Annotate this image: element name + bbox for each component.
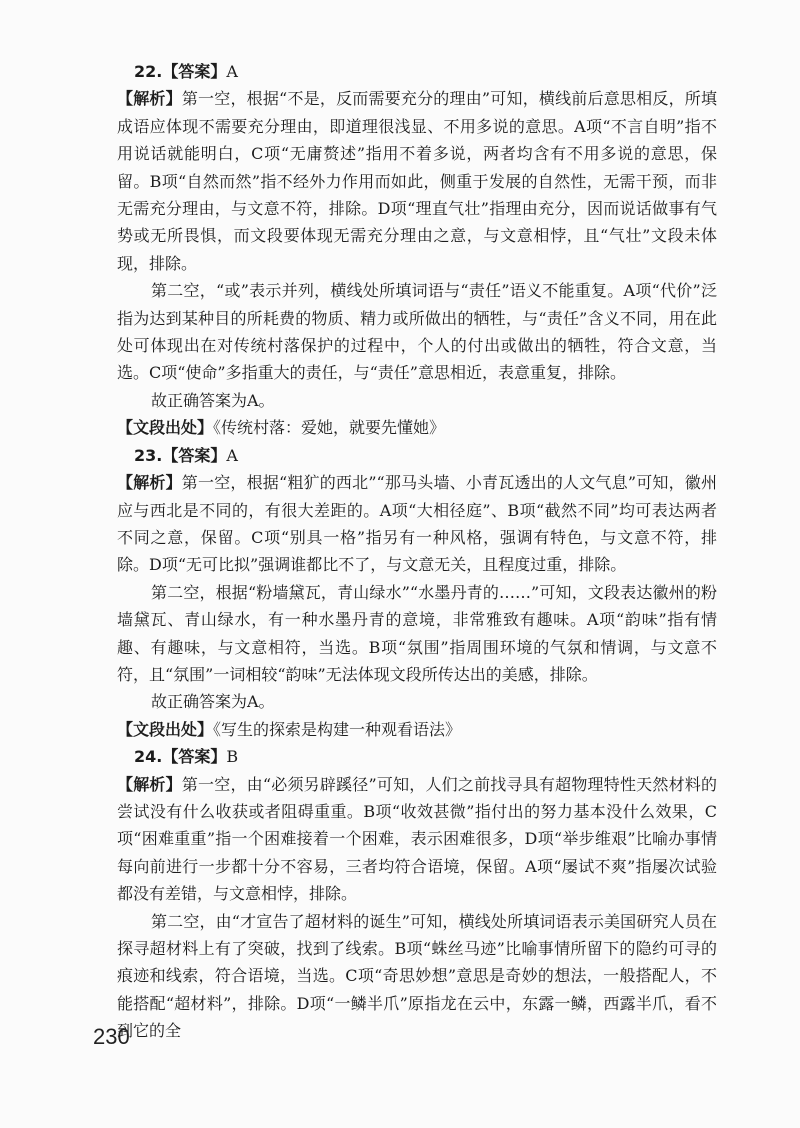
conclusion-line: 故正确答案为A。 <box>151 390 275 410</box>
analysis-paragraph <box>117 771 717 908</box>
answer-value: A <box>226 445 238 465</box>
analysis-paragraph: 第二空，“或”表示并列，横线处所填词语与“责任”语义不能重复。A项“代价”泛指为达到某种目的所耗费的物质、精力或所做出的牺牲，与“责任”含义不同，用在此处可体现出在对传统村落保护的过程中，个人的付出或做出的牺牲，符合文意，当选。C项“使命”多指重大的责任，与“责任”意思相近，表意重复，排除。 <box>117 281 717 383</box>
source-tag: 【文段出处】 <box>117 418 214 438</box>
conclusion-line: 故正确答案为A。 <box>151 692 275 712</box>
source-line <box>117 414 717 441</box>
answer-tag: 【答案】 <box>162 445 227 465</box>
analysis-tag: 【解析】 <box>117 89 182 109</box>
answer-line-22 <box>117 58 717 85</box>
answer-tag: 【答案】 <box>162 62 227 81</box>
paragraph-text: 第一空，由“必须另辟蹊径”可知，人们之前找寻具有超物理特性天然材料的尝试没有什么收获或者阻碍重重。B项“收效甚微”指付出的努力基本没什么效果，C项“困难重重”指一个困难接着一个困难，表示困难很多，D项“举步维艰”比喻办事情每向前进行一步都十分不容易，三者均符合语境，保留。A项“屡试不爽”指屡次试验都没有差错，与文意相悖，排除。 <box>117 774 717 904</box>
question-number: 22. <box>134 62 163 81</box>
source-title: 《传统村落：爱她，就要先懂她》 <box>213 418 446 438</box>
analysis-paragraph: 第二空，由“才宣告了超材料的诞生”可知，横线处所填词语表示美国研究人员在探寻超材料上有了突破，找到了线索。B项“蛛丝马迹”比喻事情所留下的隐约可寻的痕迹和线索，符合语境，当选。C项“奇思妙想”意思是奇妙的想法，一般搭配人，不能搭配“超材料”，排除。D项“一鳞半爪”原指龙在云中，东露一鳞，西露半爪，看不到它的全 <box>117 911 717 1041</box>
answer-value: B <box>226 747 239 767</box>
analysis-paragraph <box>117 85 717 277</box>
answer-line-24 <box>117 743 717 770</box>
page-content <box>117 58 717 1045</box>
analysis-paragraph <box>117 469 717 579</box>
question-number: 23. <box>134 445 163 465</box>
analysis-tag: 【解析】 <box>117 473 182 493</box>
analysis-paragraph: 第二空，根据“粉墙黛瓦，青山绿水”“水墨丹青的……”可知，文段表达徽州的粉墙黛瓦、青山绿水，有一种水墨丹青的意境，非常雅致有趣味。A项“韵味”指有情趣、有趣味，与文意相符，当选。B项“氛围”指周围环境的气氛和情调，与文意不符，且“氛围”一词相较“韵味”无法体现文段所传达出的美感，排除。 <box>117 582 717 684</box>
source-tag: 【文段出处】 <box>117 719 214 739</box>
answer-value: A <box>226 62 238 81</box>
source-line <box>117 716 717 743</box>
analysis-tag: 【解析】 <box>117 774 182 794</box>
paragraph-text: 第一空，根据“粗犷的西北”“那马头墙、小青瓦透出的人文气息”可知，徽州应与西北是不同的，有很大差距的。A项“大相径庭”、B项“截然不同”均可表达两者不同之意，保留。C项“别具一格”指另有一种风格，强调有特色，与文意不符，排除。D项“无可比拟”强调谁都比不了，与文意无关，且程度过重，排除。 <box>117 473 717 575</box>
question-number: 24. <box>134 747 163 767</box>
answer-line-23 <box>117 442 717 469</box>
page-number: 230 <box>93 1024 130 1049</box>
answer-tag: 【答案】 <box>162 747 227 767</box>
paragraph-text: 第一空，根据“不是，反而需要充分的理由”可知，横线前后意思相反，所填成语应体现不需要充分理由，即道理很浅显、不用多说的意思。A项“不言自明”指不用说话就能明白，C项“无庸赘述”指用不着多说，两者均含有不用多说的意思，保留。B项“自然而然”指不经外力作用而如此，侧重于发展的自然性，无需干预，而非无需充分理由，与文意不符，排除。D项“理直气壮”指理由充分，因而说话做事有气势或无所畏惧，而文段要体现无需充分理由之意，与文意相悖，且“气壮”文段未体现，排除。 <box>117 89 717 273</box>
source-title: 《写生的探索是构建一种观看语法》 <box>213 719 462 739</box>
